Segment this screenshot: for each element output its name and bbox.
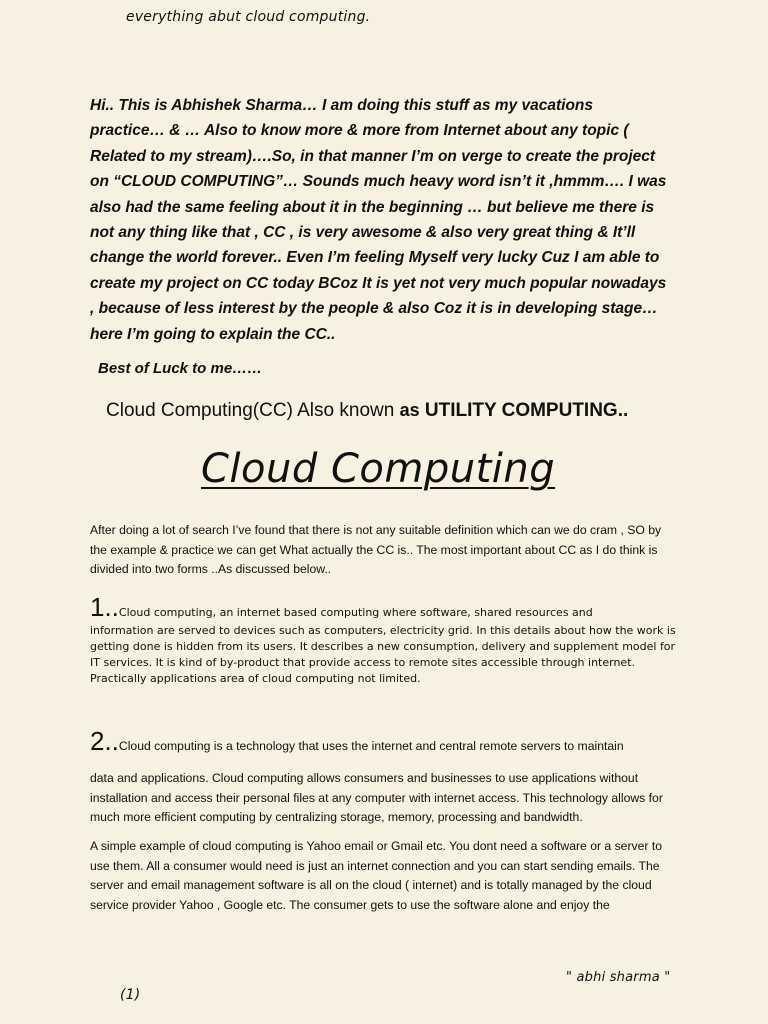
intro-paragraph: Hi.. This is Abhishek Sharma… I am doing this stuff as my vacations practice… & … Also to know more & more from Internet about any topic ( Related to my stream)….So, in that manner I’m on verge to create the project on “CLOUD COMPUTING”… Sounds much heavy word isn’t it ,hmmm…. I was also had the same feeling about it in the beginning … but believe me there is not any thing like that , CC , is very awesome & also very great thing & It’ll change the world forever.. Even I’m feeling Myself very lucky Cuz I am able to create my project on CC today BCoz It is yet not very much popular nowadays , because of less interest by the people & also Coz it is in developing stage… here I’m going to explain the CC..: [90, 97, 667, 343]
form-item-1: [90, 592, 680, 687]
item-number: 1..: [90, 592, 119, 622]
aka-prefix: Cloud Computing(CC) Also known: [106, 400, 395, 421]
aka-as: as: [399, 400, 420, 420]
author-signature: " abhi sharma ": [566, 970, 671, 985]
page-number: (1): [120, 987, 141, 1003]
best-luck-line: Best of Luck to me……: [98, 360, 263, 377]
definition-paragraph: After doing a lot of search I’ve found that there is not any suitable definition which can we do cram , SO by the example & practice we can get What actually the CC is.. The most important about CC as I do think is divided into two forms ..As discussed below..: [90, 523, 662, 576]
example-paragraph: A simple example of cloud computing is Yahoo email or Gmail etc. You dont need a software or a server to use them. All a consumer would need is just an internet connection and you can start sending emails. The server and email management software is all on the cloud ( internet) and is totally managed by the cloud service provider Yahoo , Google etc. The consumer gets to use the software alone and enjoy the: [90, 839, 662, 912]
aka-utility-computing: UTILITY COMPUTING..: [424, 400, 629, 421]
form-item-2: [90, 726, 680, 828]
page-title: Cloud Computing: [201, 446, 556, 492]
header-note: everything abut cloud computing.: [126, 9, 371, 25]
item-body: information are served to devices such as computers, electricity grid. In this details about how the work is getting done is hidden from its users. It describes a new consumption, delivery and supplement model for IT services. It is kind of by-product that provide access to remote sites accessible through internet. Practically applications area of cloud computing not limited.: [90, 624, 676, 685]
item-first-line: Cloud computing is a technology that uses the internet and central remote servers to maintain: [118, 739, 624, 753]
item-body: data and applications. Cloud computing allows consumers and businesses to use applications without installation and access their personal files at any computer with internet access. This technology allows for much more efficient computing by centralizing storage, memory, processing and bandwidth.: [90, 771, 663, 824]
item-first-line: Cloud computing, an internet based computing where software, shared resources and: [118, 606, 593, 619]
also-known-as-line: [106, 400, 628, 422]
item-number: 2..: [90, 726, 119, 756]
